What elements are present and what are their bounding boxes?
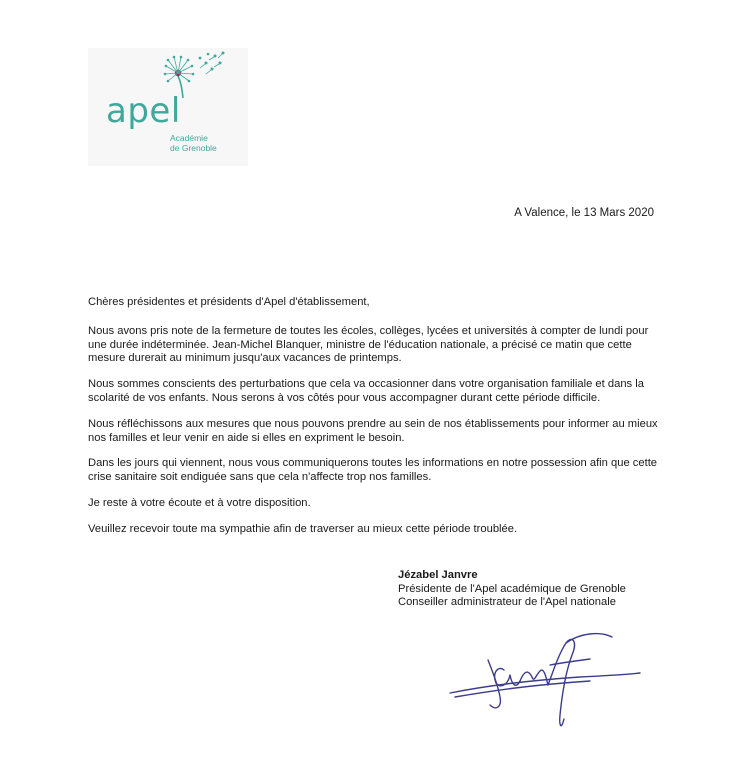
letter-body xyxy=(88,296,668,549)
paragraph: Veuillez recevoir toute ma sympathie afin de traverser au mieux cette période troublée. xyxy=(88,522,518,535)
logo-subtitle-line2: de Grenoble xyxy=(170,142,217,153)
paragraph: Nous avons pris note de la fermeture de toutes les écoles, collèges, lycées et universités à compter de lundi pour une durée indéterminée. Jean-Michel Blanquer, ministre de l'éducation nationale, a précisé ce matin que cette mesure durerait au minimum jusqu'aux vacances de printemps. xyxy=(88,324,649,365)
signatory-title-1: Présidente de l'Apel académique de Grenoble xyxy=(398,582,626,595)
logo-wordmark: apel xyxy=(106,91,181,131)
greeting: Chères présidentes et présidents d'Apel d'établissement, xyxy=(88,296,370,308)
logo-subtitle xyxy=(170,134,217,154)
logo-subtitle-line1: Académie xyxy=(170,133,208,143)
paragraph: Dans les jours qui viennent, nous vous communiquerons toutes les informations en notre possession afin que cette crise sanitaire soit endiguée sans que cela n'affecte trop nos familles. xyxy=(88,457,658,484)
paragraph: Nous réfléchissons aux mesures que nous pouvons prendre au sein de nos établissements pour informer au mieux nos familles et leur venir en aide si elles en expriment le besoin. xyxy=(88,417,658,444)
handwritten-signature xyxy=(440,615,650,735)
paragraph: Nous sommes conscients des perturbations que cela va occasionner dans votre organisation familiale et dans la scolarité de vos enfants. Nous serons à vos côtés pour vous accompagner durant cette période difficile. xyxy=(88,378,644,404)
signatory-name: Jézabel Janvre xyxy=(398,569,478,581)
apel-logo xyxy=(88,48,248,166)
date-line: A Valence, le 13 Mars 2020 xyxy=(514,207,654,219)
signatory-title-2: Conseiller administrateur de l'Apel nationale xyxy=(398,596,616,609)
signature-block xyxy=(398,569,626,610)
paragraph: Je reste à votre écoute et à votre disposition. xyxy=(88,496,311,509)
